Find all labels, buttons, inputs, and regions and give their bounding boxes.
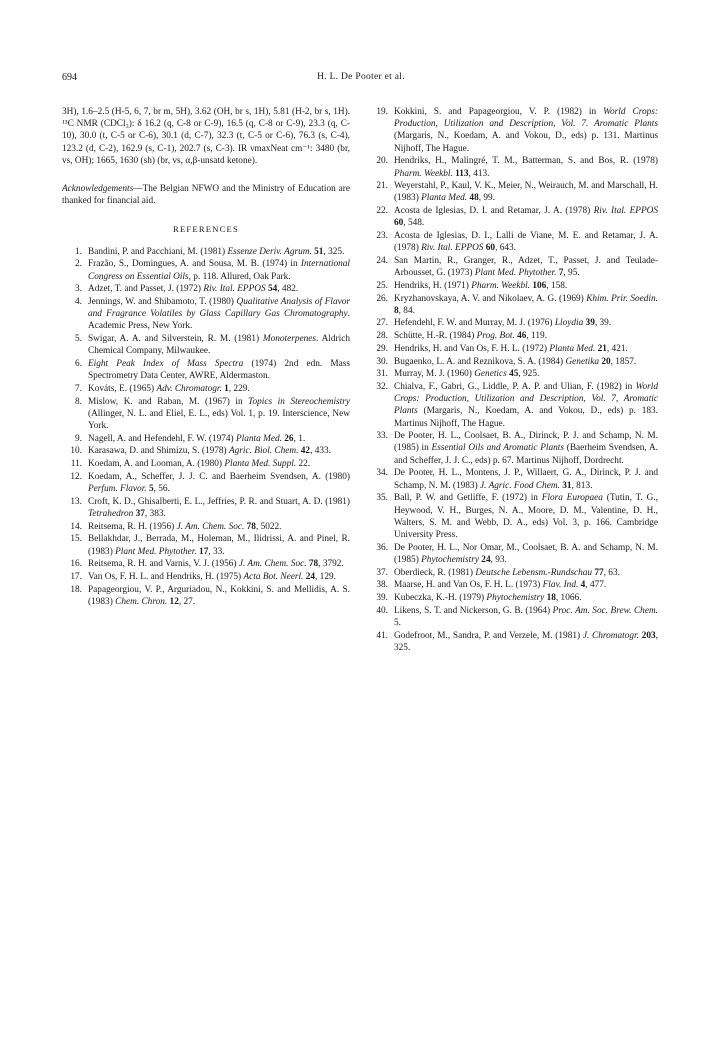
- reference-number: 19.: [376, 107, 388, 117]
- running-head: H. L. De Pooter et al.: [317, 72, 405, 82]
- reference-journal: Plant Med. Phytother.: [474, 268, 557, 279]
- reference-item: [368, 180, 658, 204]
- reference-journal: Planta Med.: [235, 433, 282, 444]
- reference-number: 32.: [376, 381, 388, 392]
- reference-item: [62, 558, 350, 570]
- reference-text: [88, 258, 350, 282]
- reference-pages: , 421.: [606, 343, 628, 354]
- reference-text: [394, 255, 658, 279]
- nmr-paragraph: 3H), 1.6–2.5 (H-5, 6, 7, br m, 5H), 3.62 (OH, br s, 1H), 5.81 (H-2, br s, 1H). ¹³C NMR (CDCl₃): δ 16.2 (q, C-8 or C-9), 16.5 (q, C-8 or C-9), 23.3 (q, C-10), 30.0 (t, C-5 or C-6), 30.1 (d, C-7), 32.3 (t, C-5 or C-6), 76.3 (s, C-4), 123.2 (d, C-2), 162.9 (s, C-1), 202.7 (s, C-3). IR νmaxNeat cm⁻¹: 3480 (br, vs, OH); 1665, 1630 (sh) (br, vs, α,β-unsatd ketone).: [62, 107, 350, 166]
- reference-number: 22.: [376, 206, 388, 217]
- reference-authors: Papageorgiou, V. P., Arguriadou, N., Kokkini, S. and Mellidis, A. S. (1983): [88, 584, 350, 607]
- reference-journal: Essential Oils and Aromatic Plants: [431, 443, 564, 454]
- reference-text: [394, 330, 658, 342]
- reference-item: [368, 343, 658, 355]
- reference-authors: Swigar, A. A. and Silverstein, R. M. (1981): [88, 334, 263, 345]
- reference-pages: (Margaris, N., Koedam, A. and Vokou, D., eds) p. 183. Martinus Nijhoff, The Hague.: [394, 406, 658, 429]
- reference-item: [368, 381, 658, 430]
- reference-pages: , 95.: [563, 268, 580, 279]
- reference-number: 9.: [75, 433, 82, 444]
- reference-pages: , p. 118. Allured, Oak Park.: [188, 271, 291, 282]
- reference-item: [62, 396, 350, 433]
- reference-pages: , 1857.: [610, 356, 637, 367]
- reference-pages: , 925.: [518, 369, 540, 380]
- reference-volume: 12: [167, 596, 179, 607]
- reference-authors: Godefroot, M., Sandra, P. and Verzele, M. (1981): [394, 630, 583, 641]
- reference-volume: 17: [196, 546, 209, 557]
- reference-item: [62, 471, 350, 495]
- reference-pages: , 99.: [478, 193, 495, 204]
- reference-item: [368, 368, 658, 380]
- reference-text: [394, 467, 658, 491]
- reference-number: 10.: [70, 446, 82, 457]
- reference-journal: Tetrahedron: [88, 508, 134, 519]
- reference-number: 8.: [75, 396, 82, 407]
- reference-pages: , 1066.: [555, 592, 582, 603]
- reference-text: [88, 333, 350, 357]
- reference-item: [62, 521, 350, 533]
- reference-text: [88, 445, 350, 457]
- reference-item: [62, 296, 350, 333]
- reference-volume: 20: [599, 356, 611, 367]
- reference-journal: Prog. Bot.: [476, 331, 515, 342]
- reference-item: [368, 467, 658, 491]
- left-column: [62, 106, 350, 609]
- reference-pages: , 413.: [468, 168, 490, 179]
- reference-authors: Van Os, F. H. L. and Hendriks, H. (1975): [88, 571, 244, 582]
- reference-pages: , 5022.: [255, 521, 282, 532]
- reference-volume: 24: [303, 571, 316, 582]
- reference-text: [88, 433, 350, 445]
- reference-pages: , 643.: [495, 243, 516, 254]
- reference-authors: Kryzhanovskaya, A. V. and Nikolaev, A. G. (1969): [394, 293, 587, 304]
- reference-authors: Nagell, A. and Hefendehl, F. W. (1974): [88, 433, 236, 444]
- reference-pages: . Academic Press, New York.: [88, 309, 350, 332]
- reference-pages: , 84.: [398, 305, 415, 316]
- reference-volume: 5: [146, 483, 154, 494]
- reference-text: [88, 296, 350, 333]
- reference-text: [88, 584, 350, 608]
- reference-text: [394, 579, 658, 591]
- reference-text: [394, 230, 658, 254]
- reference-number: 38.: [376, 580, 388, 591]
- reference-number: 41.: [376, 630, 388, 641]
- reference-number: 5.: [75, 334, 82, 345]
- reference-authors: Karasawa, D. and Shimizu, S. (1978): [88, 446, 229, 457]
- reference-item: [62, 283, 350, 295]
- acknowledgements: [62, 183, 350, 207]
- reference-text: [394, 368, 658, 380]
- reference-item: [368, 567, 658, 579]
- reference-journal: Phytochemistry: [421, 554, 479, 565]
- reference-item: [368, 155, 658, 179]
- reference-authors: Kováts, E. (1965): [88, 383, 157, 394]
- reference-item: [62, 571, 350, 583]
- reference-item: [368, 605, 658, 629]
- reference-number: 4.: [75, 296, 82, 307]
- reference-item: [368, 330, 658, 342]
- reference-pages: , 433.: [310, 446, 331, 457]
- reference-text: [394, 280, 658, 292]
- reference-journal: Genetics: [474, 369, 507, 380]
- reference-journal: World Crops: Production, Utilization and Description, Vol. 7. Aromatic Plants: [394, 107, 658, 130]
- reference-authors: Bellakhdar, J., Berrada, M., Holeman, M., Ilidrissi, A. and Pinel, R. (1983): [88, 534, 350, 557]
- reference-item: [62, 258, 350, 282]
- reference-text: [394, 381, 658, 430]
- acknowledgements-label: Acknowledgements: [62, 184, 134, 195]
- reference-number: 28.: [376, 331, 388, 342]
- reference-authors: San Martin, R., Granger, R., Adzet, T., Passet, J. and Teulade-Arbousset, G. (1973): [394, 255, 658, 279]
- reference-journal: Perfum. Flavor.: [88, 483, 147, 494]
- reference-pages: 22.: [296, 459, 311, 470]
- reference-authors: Koedam, A. and Looman, A. (1980): [88, 459, 225, 470]
- reference-journal: Deutsche Lebensm.-Rundschau: [475, 567, 593, 578]
- reference-number: 1.: [75, 246, 82, 257]
- reference-pages: , 129.: [315, 571, 336, 582]
- reference-volume: 60: [483, 243, 496, 254]
- reference-number: 6.: [75, 358, 82, 369]
- reference-volume: 106: [530, 280, 547, 291]
- reference-volume: 4: [578, 580, 586, 591]
- reference-item: [368, 492, 658, 541]
- reference-authors: Likens, S. T. and Nickerson, G. B. (1964): [394, 605, 553, 616]
- reference-pages: , 93.: [490, 554, 507, 565]
- reference-text: [88, 283, 350, 295]
- reference-item: [62, 358, 350, 382]
- reference-pages: , 325.: [394, 630, 658, 653]
- reference-number: 13.: [70, 496, 82, 507]
- reference-authors: Acosta de Iglesias, D. I. and Retamar, J. A. (1978): [394, 206, 594, 217]
- reference-number: 26.: [376, 293, 388, 304]
- reference-text: [394, 592, 658, 604]
- reference-text: [394, 317, 658, 329]
- reference-authors: Oberdieck, R. (1981): [394, 567, 476, 578]
- reference-pages: , 27.: [178, 596, 196, 607]
- reference-pages: , 813.: [571, 480, 593, 491]
- reference-volume: 203: [638, 630, 656, 641]
- reference-text: [88, 246, 350, 258]
- reference-number: 3.: [75, 284, 82, 295]
- reference-number: 35.: [376, 493, 388, 504]
- reference-volume: 1: [221, 383, 229, 394]
- references-list-right: [368, 106, 658, 654]
- reference-pages: , 39.: [594, 318, 612, 329]
- reference-pages: , 3792.: [318, 559, 344, 570]
- reference-number: 11.: [70, 459, 82, 470]
- reference-journal: J. Chromatogr.: [582, 630, 639, 641]
- reference-journal: Flora Europaea: [541, 493, 603, 504]
- reference-number: 25.: [376, 280, 388, 291]
- reference-pages: , 56.: [153, 483, 170, 494]
- reference-journal: World Crops: Production, Utilization and Description, Vol. 7, Aromatic Plants: [394, 381, 658, 417]
- reference-volume: 54: [265, 284, 278, 295]
- reference-item: [368, 106, 658, 155]
- reference-number: 37.: [376, 567, 388, 578]
- reference-number: 31.: [376, 369, 388, 380]
- reference-pages: , 477.: [585, 580, 607, 591]
- reference-journal: Genetika: [565, 356, 600, 367]
- reference-number: 34.: [376, 468, 388, 479]
- reference-text: [88, 558, 350, 570]
- reference-number: 18.: [70, 584, 82, 595]
- reference-item: [368, 255, 658, 279]
- reference-journal: Phytochemistry: [486, 592, 545, 603]
- reference-authors: Maarse, H. and Van Os, F. H. L. (1973): [394, 580, 543, 591]
- reference-journal: J. Am. Chem. Soc.: [176, 521, 245, 532]
- reference-journal: Plant Med. Phytother.: [115, 546, 197, 557]
- reference-text: [88, 533, 350, 557]
- reference-pages: (Tutin, T. G., Heywood, V. H., Burges, N. A., Moore, D. M., Valentine, D. H., Walters, S. M. and Webb, D. A., eds) Vol. 3, p. 166. Cambridge University Press.: [394, 493, 658, 540]
- reference-authors: Hendriks, H., Malingré, T. M., Batterman, S. and Bos, R. (1978): [394, 156, 658, 167]
- reference-authors: Hendriks, H. (1971): [394, 280, 472, 291]
- reference-text: [88, 471, 350, 495]
- reference-volume: 46: [514, 331, 527, 342]
- reference-item: [368, 293, 658, 317]
- reference-pages: (1974) 2nd edn. Mass Spectrometry Data Center, AWRE, Aldermaston.: [88, 358, 350, 382]
- references-heading: REFERENCES: [173, 224, 239, 235]
- reference-volume: 48: [467, 193, 479, 204]
- reference-pages: , 548.: [403, 218, 425, 229]
- reference-journal: Qualitative Analysis of Flavor and Fragrance Volatiles by Glass Capillary Gas Chromatography: [88, 296, 350, 320]
- reference-journal: Riv. Ital. EPPOS: [421, 243, 484, 254]
- reference-item: [62, 383, 350, 395]
- page-number: 694: [62, 72, 77, 83]
- reference-authors: Acosta de Iglesias, D. I., Lalli de Viane, M. E. and Retamar, J. A. (1978): [394, 231, 658, 254]
- reference-journal: J. Am. Chem. Soc.: [238, 559, 307, 570]
- page-header: [62, 72, 660, 86]
- right-column: [368, 106, 658, 654]
- reference-journal: Monoterpenes: [262, 334, 317, 345]
- reference-item: [368, 230, 658, 254]
- reference-item: [368, 356, 658, 368]
- reference-authors: Reitsema, R. H. and Varnis, V. J. (1956): [88, 559, 239, 570]
- reference-pages: , 482.: [277, 284, 299, 295]
- reference-pages: , 119.: [526, 331, 547, 342]
- reference-item: [368, 630, 658, 654]
- reference-journal: Pharm. Weekbl.: [394, 168, 453, 179]
- reference-journal: J. Agric. Food Chem.: [480, 480, 560, 491]
- reference-pages: , 63.: [603, 567, 620, 578]
- reference-authors: Kubeczka, K.-H. (1979): [394, 592, 487, 603]
- reference-number: 14.: [70, 521, 82, 532]
- reference-text: [394, 542, 658, 566]
- reference-volume: 39: [583, 318, 595, 329]
- reference-volume: 77: [592, 567, 604, 578]
- reference-item: [62, 433, 350, 445]
- reference-authors: Mislow, K. and Raban, M. (1967) in: [88, 396, 249, 407]
- reference-text: [394, 567, 658, 579]
- reference-item: [62, 445, 350, 457]
- reference-text: [394, 180, 658, 204]
- reference-volume: 51: [311, 246, 324, 257]
- reference-item: [62, 246, 350, 258]
- reference-item: [368, 317, 658, 329]
- reference-text: [88, 458, 350, 470]
- reference-number: 2.: [75, 259, 82, 270]
- reference-volume: 78: [306, 559, 319, 570]
- reference-journal: Topics in Stereochemistry: [248, 396, 351, 407]
- reference-number: 33.: [376, 431, 388, 442]
- reference-item: [368, 430, 658, 467]
- reference-authors: Hefendehl, F. W. and Murray, M. J. (1976): [394, 318, 555, 329]
- reference-number: 17.: [70, 571, 82, 582]
- reference-pages: . Aldrich Chemical Company, Milwaukee.: [88, 334, 350, 357]
- reference-text: [394, 106, 658, 155]
- reference-volume: 113: [452, 168, 469, 179]
- reference-journal: Adv. Chromatogr.: [156, 383, 222, 394]
- reference-text: [394, 630, 658, 654]
- reference-pages: (Baerheim Svendsen, A. and Scheffer, J. J. C., eds) p. 67. Martinus Nijhoff, Dordrecht.: [394, 443, 658, 466]
- reference-authors: Ball, P. W. and Getliffe, F. (1972) in: [394, 493, 542, 504]
- reference-volume: 7: [556, 268, 564, 279]
- reference-item: [62, 496, 350, 520]
- reference-pages: (Margaris, N., Koedam, A. and Vokou, D., eds) p. 131. Martinus Nijhoff, The Hague.: [394, 131, 658, 154]
- reference-text: [88, 358, 350, 382]
- reference-authors: Frazão, S., Domingues, A. and Sousa, M. B. (1974) in: [88, 259, 301, 270]
- reference-authors: De Pooter, H. L., Nor Omar, M., Coolsaet, B. A. and Schamp, N. M. (1985): [394, 542, 658, 565]
- reference-journal: Chem. Chron.: [115, 596, 168, 607]
- reference-authors: Murray, M. J. (1960): [394, 369, 475, 380]
- reference-pages: (Allinger, N. L. and Eliel, E. L., eds) Vol. 1, p. 19. Interscience, New York.: [88, 408, 350, 431]
- reference-number: 39.: [376, 592, 388, 603]
- reference-number: 24.: [376, 255, 388, 266]
- reference-volume: 78: [244, 521, 256, 532]
- reference-text: [394, 356, 658, 368]
- reference-pages: , 229.: [228, 383, 250, 394]
- reference-pages: , 158.: [546, 280, 568, 291]
- reference-text: [394, 492, 658, 541]
- reference-authors: Chialva, F., Gabri, G., Liddle, P. A. P. and Ulian, F. (1982) in: [394, 381, 636, 392]
- reference-item: [62, 533, 350, 557]
- reference-volume: 18: [544, 592, 556, 603]
- reference-authors: Schütte, H.-R. (1984): [394, 331, 477, 342]
- reference-item: [368, 579, 658, 591]
- reference-item: [62, 333, 350, 357]
- reference-pages: , 383.: [144, 508, 166, 519]
- reference-volume: 60: [394, 218, 404, 229]
- reference-authors: Bandini, P. and Pacchiani, M. (1981): [88, 246, 228, 257]
- reference-text: [88, 383, 350, 395]
- reference-number: 16.: [70, 559, 82, 570]
- reference-text: [394, 293, 658, 317]
- reference-text: [88, 396, 350, 433]
- reference-number: 23.: [376, 231, 388, 242]
- reference-number: 20.: [376, 156, 388, 167]
- reference-item: [62, 458, 350, 470]
- reference-item: [368, 542, 658, 566]
- reference-text: [88, 571, 350, 583]
- reference-journal: Planta Med. Suppl.: [224, 459, 297, 470]
- reference-authors: Koedam, A., Scheffer, J. J. C. and Baerheim Svendsen, A. (1980): [88, 471, 350, 482]
- reference-authors: Hendriks, H. and Van Os, F. H. L. (1972): [394, 343, 550, 354]
- reference-pages: , 33.: [208, 546, 225, 557]
- reference-journal: Khim. Prir. Soedin.: [586, 293, 658, 304]
- reference-authors: Bugaenko, L. A. and Reznikova, S. A. (1984): [394, 356, 566, 367]
- reference-volume: 21: [595, 343, 607, 354]
- reference-number: 7.: [75, 383, 82, 394]
- reference-journal: Lloydia: [554, 318, 584, 329]
- reference-item: [368, 205, 658, 229]
- reference-journal: Flav. Ind.: [542, 580, 579, 591]
- reference-pages: , 1.: [293, 433, 306, 444]
- reference-authors: Adzet, T. and Passet, J. (1972): [88, 284, 204, 295]
- reference-authors: Croft, K. D., Ghisalberti, E. L., Jeffries, P. R. and Stuart, A. D. (1981): [88, 496, 350, 507]
- reference-pages: 5.: [394, 617, 401, 628]
- reference-number: 12.: [70, 471, 82, 482]
- reference-journal: International Congress on Essential Oils: [88, 259, 350, 282]
- reference-item: [368, 592, 658, 604]
- reference-number: 36.: [376, 542, 388, 553]
- reference-volume: 31: [559, 480, 572, 491]
- reference-number: 15.: [70, 534, 82, 545]
- reference-authors: Jennings, W. and Shibamoto, T. (1980): [88, 296, 237, 307]
- reference-authors: Weyerstahl, P., Kaul, V. K., Meier, N., Weirauch, M. and Marschall, H. (1983): [394, 181, 658, 204]
- reference-number: 21.: [376, 181, 388, 192]
- reference-journal: Proc. Am. Soc. Brew. Chem.: [552, 605, 658, 616]
- reference-text: [394, 430, 658, 467]
- references-list-left: [62, 246, 350, 608]
- reference-volume: 26: [281, 433, 294, 444]
- reference-text: [88, 521, 350, 533]
- reference-authors: De Pooter, H. L., Montens, J. P., Willaert, G. A., Dirinck, P. J. and Schamp, N. M. (1983): [394, 468, 658, 491]
- reference-text: [394, 205, 658, 229]
- reference-pages: , 325.: [323, 246, 345, 257]
- reference-journal: Riv. Ital. EPPOS: [203, 284, 266, 295]
- reference-journal: Acta Bot. Neerl.: [243, 571, 304, 582]
- reference-journal: Planta Med.: [421, 193, 468, 204]
- reference-volume: 42: [298, 446, 311, 457]
- reference-authors: De Pooter, H. L., Coolsaet, B. A., Dirinck, P. J. and Schamp, N. M. (1985) in: [394, 431, 658, 454]
- reference-authors: Kokkini, S. and Papageorgiou, V. P. (1982) in: [394, 107, 604, 117]
- reference-journal: Pharm. Weekbl.: [471, 280, 531, 291]
- reference-text: [394, 605, 658, 629]
- reference-journal: Essenze Deriv. Agrum.: [227, 246, 312, 257]
- reference-number: 27.: [376, 318, 388, 329]
- reference-journal: Planta Med.: [549, 343, 596, 354]
- reference-item: [62, 584, 350, 608]
- reference-volume: 37: [133, 508, 145, 519]
- reference-journal: Agric. Biol. Chem.: [228, 446, 299, 457]
- reference-volume: 24: [478, 554, 491, 565]
- reference-number: 29.: [376, 343, 388, 354]
- acknowledgements-text: —The Belgian NFWO and the Ministry of Education are thanked for financial aid.: [62, 184, 350, 207]
- reference-text: [394, 343, 658, 355]
- reference-journal: Eight Peak Index of Mass Spectra: [88, 358, 244, 369]
- reference-text: [88, 496, 350, 520]
- reference-item: [368, 280, 658, 292]
- reference-volume: 45: [506, 369, 519, 380]
- reference-authors: Reitsema, R. H. (1956): [88, 521, 177, 532]
- reference-journal: Riv. Ital. EPPOS: [593, 206, 658, 217]
- reference-volume: 8: [394, 305, 399, 316]
- reference-number: 40.: [376, 605, 388, 616]
- reference-text: [394, 155, 658, 179]
- reference-number: 30.: [376, 356, 388, 367]
